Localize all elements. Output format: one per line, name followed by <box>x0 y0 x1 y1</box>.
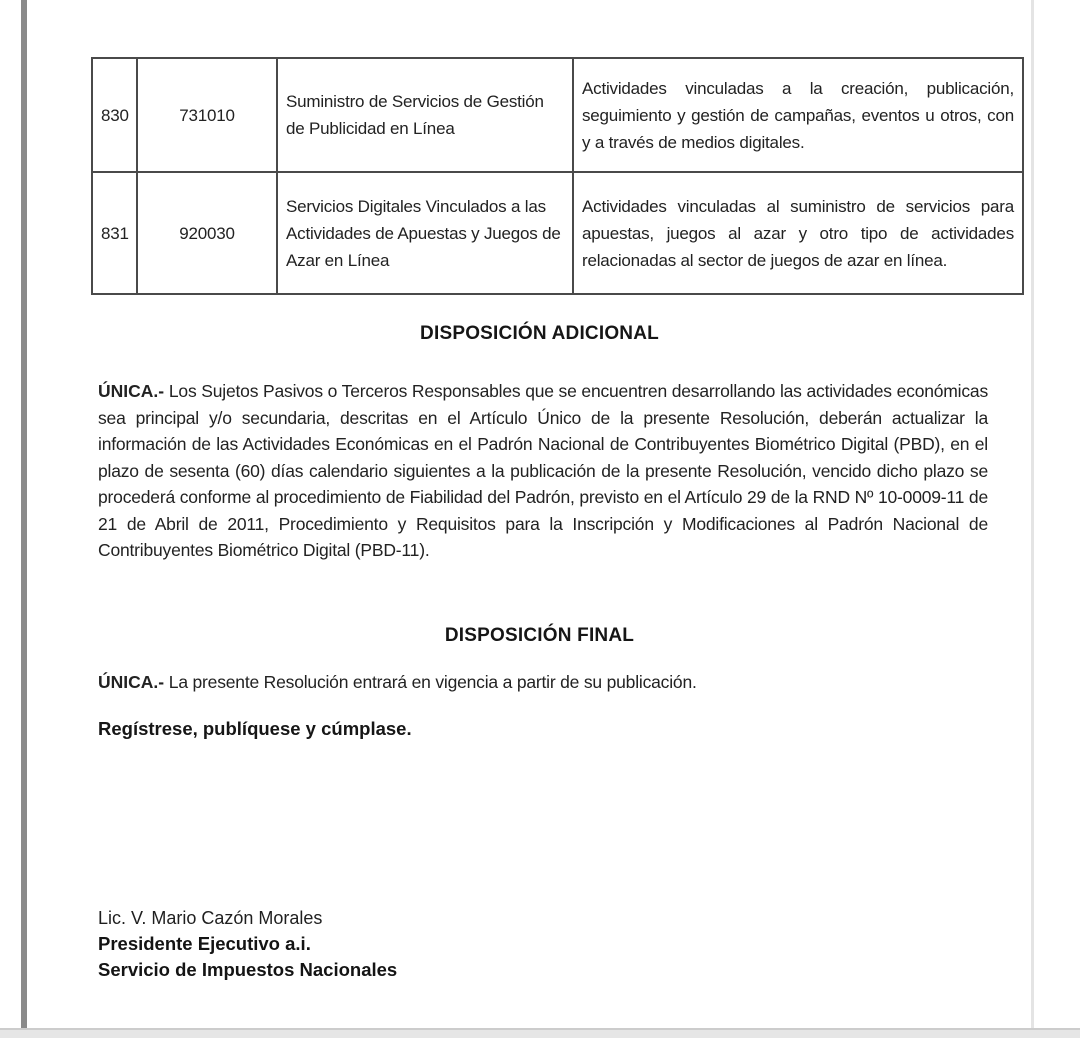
scan-edge-bottom <box>0 1028 1080 1038</box>
final-provision-heading: DISPOSICIÓN FINAL <box>444 625 635 646</box>
signatory-title: Presidente Ejecutivo a.i. <box>98 933 311 954</box>
activity-number: 830 <box>92 58 137 172</box>
economic-activities-table <box>91 57 1024 295</box>
signature-block <box>98 905 397 983</box>
signatory-name: Lic. V. Mario Cazón Morales <box>98 908 323 928</box>
closing-statement: Regístrese, publíquese y cúmplase. <box>98 718 412 739</box>
activity-number: 831 <box>92 172 137 294</box>
scan-edge-right <box>1031 0 1034 1031</box>
activity-description: Actividades vinculadas al suministro de servicios para apuestas, juegos al azar y otro tipo de actividades relacionadas al sector de juegos de azar en línea. <box>573 172 1023 294</box>
final-provision-paragraph <box>98 669 988 696</box>
provision-body: La presente Resolución entrará en vigencia a partir de su publicación. <box>168 672 697 692</box>
activity-service: Servicios Digitales Vinculados a las Actividades de Apuestas y Juegos de Azar en Línea <box>277 172 573 294</box>
scan-edge-left <box>21 0 27 1031</box>
provision-label: ÚNICA.- <box>98 381 165 401</box>
provision-body: Los Sujetos Pasivos o Terceros Responsables que se encuentren desarrollando las actividades económicas sea principal y/o secundaria, descritas en el Artículo Único de la presente Resolución, deberán actualizar la información de las Actividades Económicas en el Padrón Nacional de Contribuyentes Biométrico Digital (PBD), en el plazo de sesenta (60) días calendario siguientes a la publicación de la presente Resolución, vencido dicho plazo se procederá conforme al procedimiento de Fiabilidad del Padrón, previsto en el Artículo 29 de la RND Nº 10-0009-11 de 21 de Abril de 2011, Procedimiento y Requisitos para la Inscripción y Modificaciones al Padrón Nacional de Contribuyentes Biométrico Digital (PBD-11). <box>98 381 988 560</box>
activity-code: 920030 <box>137 172 277 294</box>
activity-code: 731010 <box>137 58 277 172</box>
table-row <box>92 58 1023 172</box>
activity-description: Actividades vinculadas a la creación, publicación, seguimiento y gestión de campañas, eventos u otros, con y a través de medios digitales. <box>573 58 1023 172</box>
signatory-organization: Servicio de Impuestos Nacionales <box>98 959 398 980</box>
additional-provision-heading: DISPOSICIÓN ADICIONAL <box>420 323 659 344</box>
activity-service: Suministro de Servicios de Gestión de Publicidad en Línea <box>277 58 573 172</box>
provision-label: ÚNICA.- <box>98 672 165 692</box>
table-row <box>92 172 1023 294</box>
additional-provision-paragraph <box>98 378 988 564</box>
